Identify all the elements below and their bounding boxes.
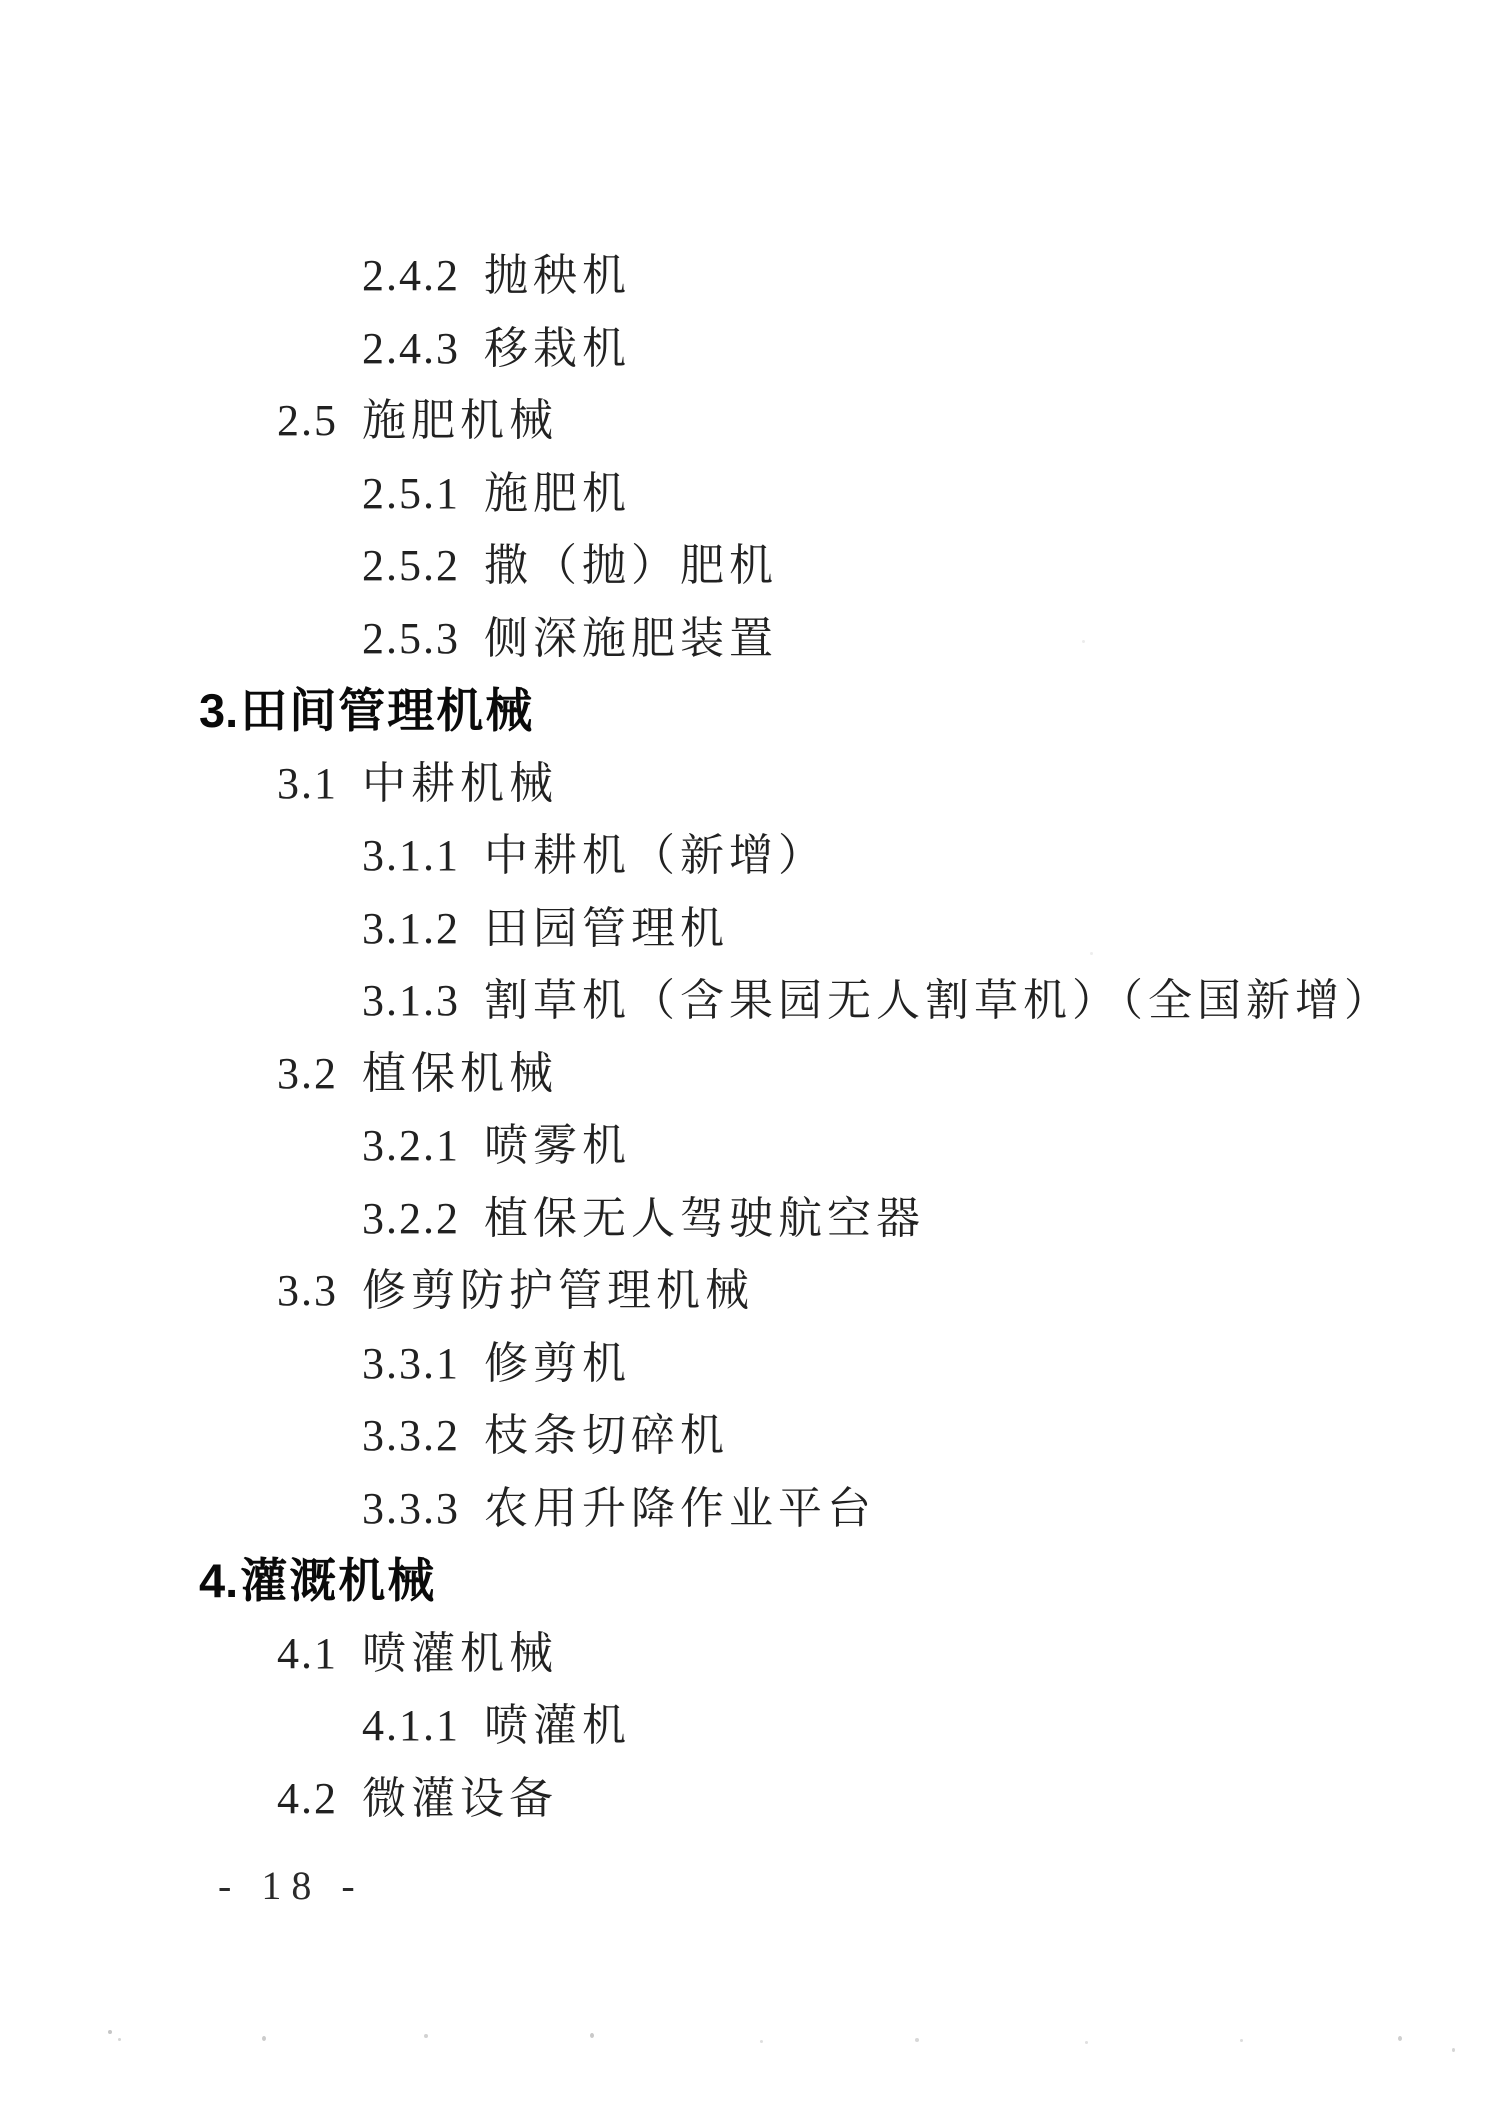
outline-item-number: 3.2.1 [362,1121,460,1170]
outline-item-number: 2.5.3 [362,613,460,663]
outline-item [0,385,1487,458]
scan-speck [1398,2036,1402,2041]
outline-item-number: 2.4.3 [362,323,460,373]
scan-speck [1452,2048,1455,2052]
outline-item-number: 3.3.3 [362,1483,460,1533]
outline-item-number: 3.1.3 [362,976,460,1025]
outline-item [0,1618,1487,1691]
outline-item-label: 喷雾机 [484,1121,631,1170]
outline-item-label: 修剪机 [484,1338,631,1388]
scan-speck [118,2038,121,2041]
outline-item [0,965,1487,1038]
outline-item [0,1690,1487,1763]
outline-item [0,313,1487,386]
outline-item-label: 枝条切碎机 [484,1411,729,1460]
outline-item [0,1473,1487,1546]
outline-item-label: 喷灌机械 [362,1628,558,1678]
outline-item [0,240,1487,313]
outline-item-number: 3.3 [277,1266,338,1315]
outline-item-number: 2.5.2 [362,541,460,590]
outline-item-label: 植保无人驾驶航空器 [484,1193,925,1243]
outline-item-label: 田园管理机 [484,903,729,953]
scan-speck [1082,640,1085,643]
scan-speck [262,2036,266,2041]
scan-speck [590,2033,594,2038]
outline-item-label: 微灌设备 [362,1773,558,1823]
outline-item [0,748,1487,821]
outline-item [0,1038,1487,1111]
outline-item [0,675,1487,748]
outline-item [0,603,1487,676]
outline-item-number: 3.3.1 [362,1338,460,1388]
outline-item-number: 3.1.1 [362,831,460,880]
outline-item [0,458,1487,531]
outline-item-number: 2.4.2 [362,251,460,300]
outline-item [0,1400,1487,1473]
outline-item [0,1763,1487,1836]
outline-item [0,1328,1487,1401]
outline-item-label: 灌溉机械 [240,1554,437,1607]
page-number: - 18 - [218,1863,365,1908]
outline-item-number: 2.5.1 [362,468,460,518]
scan-speck [1090,952,1093,955]
outline-item-number: 4.2 [277,1773,338,1823]
outline-item-label: 撒（抛）肥机 [484,541,778,590]
outline-item-label: 施肥机械 [362,396,558,445]
scan-speck [1240,2039,1243,2042]
scan-speck [760,2040,763,2043]
outline-item [0,1110,1487,1183]
outline-item-number: 3.1.2 [362,903,460,953]
outline-item-label: 割草机（含果园无人割草机）（全国新增） [484,976,1393,1025]
outline-list [0,240,1487,1835]
outline-item-number: 3.2 [277,1048,338,1098]
outline-item-label: 施肥机 [484,468,631,518]
outline-item-number: 4.1.1 [362,1701,460,1750]
outline-item-label: 田间管理机械 [240,684,535,737]
outline-item-number: 2.5 [277,396,338,445]
outline-item-label: 中耕机械 [362,758,558,808]
outline-item-label: 中耕机（新增） [484,831,827,880]
scan-speck [424,2034,428,2038]
outline-item [0,1255,1487,1328]
outline-item [0,1183,1487,1256]
outline-item-number: 4.1 [277,1628,338,1678]
outline-item-label: 植保机械 [362,1048,558,1098]
outline-item-number: 3.2.2 [362,1193,460,1243]
outline-item-label: 修剪防护管理机械 [362,1266,754,1315]
outline-item-label: 喷灌机 [484,1701,631,1750]
outline-item [0,820,1487,893]
outline-item-number: 4. [199,1554,239,1607]
outline-item-number: 3. [199,684,239,737]
outline-item [0,893,1487,966]
outline-item [0,1545,1487,1618]
outline-item-label: 农用升降作业平台 [484,1483,876,1533]
outline-item-number: 3.3.2 [362,1411,460,1460]
outline-item-label: 侧深施肥装置 [484,613,778,663]
outline-item-label: 移栽机 [484,323,631,373]
scan-speck [1085,2041,1088,2044]
scan-speck [108,2030,112,2034]
outline-item-number: 3.1 [277,758,338,808]
outline-item [0,530,1487,603]
outline-item-label: 抛秧机 [484,251,631,300]
scan-speck [915,2038,919,2042]
